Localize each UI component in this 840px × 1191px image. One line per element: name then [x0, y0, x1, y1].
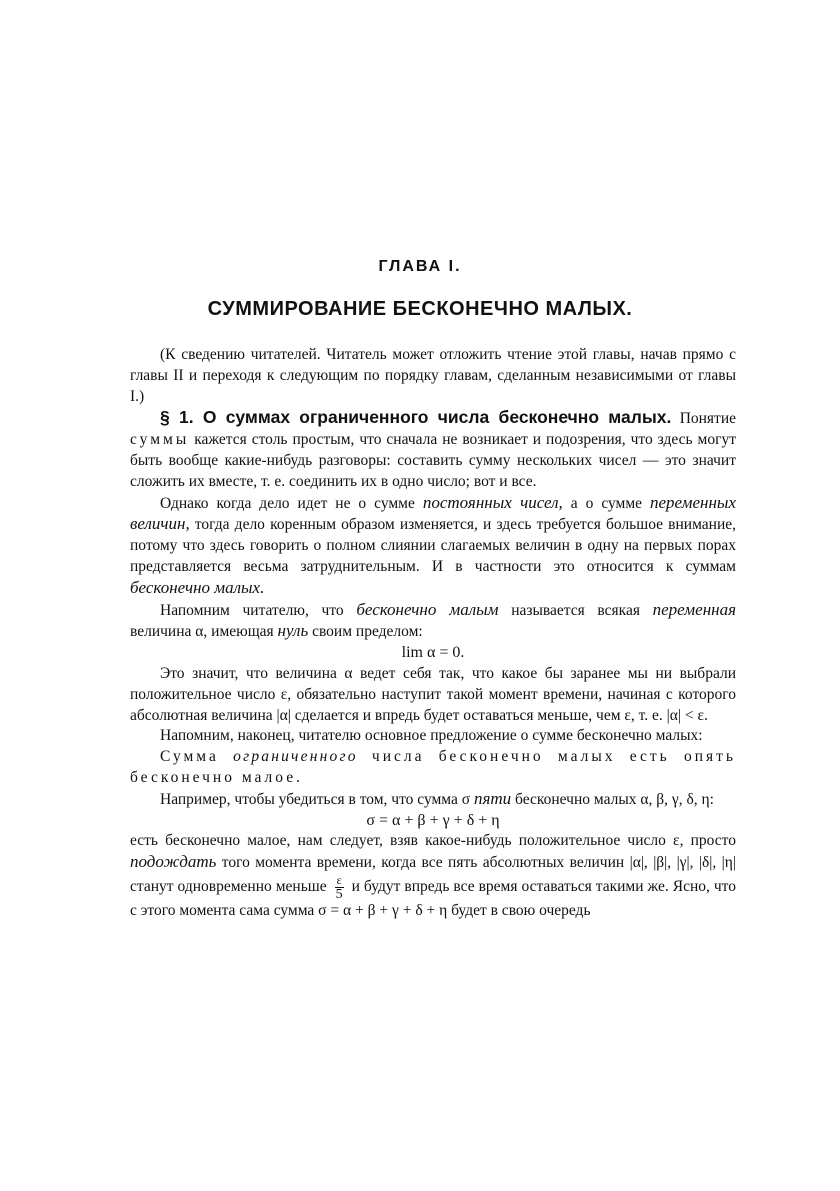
- p8-text-c: того момента времени, когда все пять абсолютных величин |α|, |β|, |γ|, |δ|, |η| станут одновременно меньше: [130, 854, 736, 895]
- p2-text-e: тогда дело коренным образом изменяется, и здесь требуется большое внимание, потому что здесь говорить о полном слиянии слагаемых величин в одну на первых порах представляется весьма затруднительным. И в частности это относится к суммам: [130, 516, 736, 575]
- theorem-text-a: Сумма: [160, 748, 234, 766]
- p3-italic-infinitesimal: бесконечно малым: [356, 599, 499, 619]
- section-paragraph-1: [130, 407, 736, 492]
- epsilon-over-five-fraction: [335, 874, 344, 901]
- p7-text-c: бесконечно малых α, β, γ, δ, η:: [511, 790, 714, 808]
- p3-text-g: своим пределом:: [308, 623, 423, 641]
- section-heading: § 1. О суммах ограниченного числа бесконечно малых.: [160, 407, 672, 428]
- p8-text-a: есть бесконечно малое, нам следует, взяв какое-нибудь положительное число ε, просто: [130, 832, 736, 850]
- p2-text-a: Однако когда дело идет не о сумме: [160, 494, 423, 512]
- body-text: [130, 345, 736, 922]
- p1-spaced-word: суммы: [130, 431, 190, 449]
- p2-italic-infinitesimal: бесконечно малых.: [130, 577, 265, 597]
- p1-text-a: Понятие: [679, 410, 737, 428]
- p3-text-a: Напомним читателю, что: [160, 601, 357, 619]
- section-paragraph-7: [130, 789, 736, 811]
- p2-italic-variable: переменных величин,: [130, 492, 736, 534]
- theorem-text-c: числа бесконечно малых есть опять бесконечно малое.: [130, 748, 736, 786]
- limit-formula: lim α = 0.: [401, 644, 465, 662]
- chapter-heading: ГЛАВА I.: [378, 258, 462, 275]
- p7-text-a: Например, чтобы убедиться в том, что сумма σ: [160, 790, 474, 808]
- chapter-title: СУММИРОВАНИЕ БЕСКОНЕЧНО МАЛЫХ.: [207, 298, 633, 320]
- section-paragraph-8: [130, 831, 736, 921]
- p1-text-c: кажется столь простым, что сначала не возникает и подозрения, что здесь могут быть вообще какие-нибудь разговоры: составить сумму нескольких чисел — это значит сложить их вместе, т. е. соединить их в одно число; вот и все.: [130, 431, 736, 490]
- p3-text-c: называется всякая: [498, 601, 653, 619]
- section-paragraph-2: [130, 493, 736, 600]
- theorem-statement: [130, 747, 736, 789]
- p3-text-e: величина α, имеющая: [130, 623, 278, 641]
- p3-italic-zero: нуль: [277, 621, 309, 641]
- p3-italic-variable: переменная: [652, 599, 736, 619]
- fraction-numerator: ε: [336, 872, 342, 887]
- p2-italic-constant: постоянных чисел,: [422, 492, 563, 512]
- theorem-italic-bounded: ограниченного: [233, 748, 358, 766]
- fraction-denominator: 5: [335, 886, 343, 902]
- section-paragraph-4: Это значит, что величина α ведет себя так, что какое бы заранее мы ни выбрали положительное число ε, обязательно наступит такой момент времени, начиная с которого абсолютная величина |α| сделается и впредь будет оставаться меньше, чем ε, т. е. |α| < ε.: [130, 664, 736, 724]
- reader-note: (К сведению читателей. Читатель может отложить чтение этой главы, начав прямо с главы II и переходя к следующим по порядку главам, сделанным независимыми от главы I.): [130, 346, 736, 405]
- p8-italic-wait: подождать: [130, 852, 217, 872]
- sum-formula: σ = α + β + γ + δ + η: [366, 811, 500, 829]
- p2-text-c: а о сумме: [562, 494, 650, 512]
- p7-italic-five: пяти: [473, 788, 512, 808]
- p8-text-d: и будут впредь все время оставаться такими же. Ясно, что с этого момента сама сумма σ = α + β + γ + δ + η будет в свою очередь: [130, 877, 737, 919]
- section-paragraph-5: Напомним, наконец, читателю основное предложение о сумме бесконечно малых:: [160, 727, 703, 745]
- section-paragraph-3: [130, 600, 736, 644]
